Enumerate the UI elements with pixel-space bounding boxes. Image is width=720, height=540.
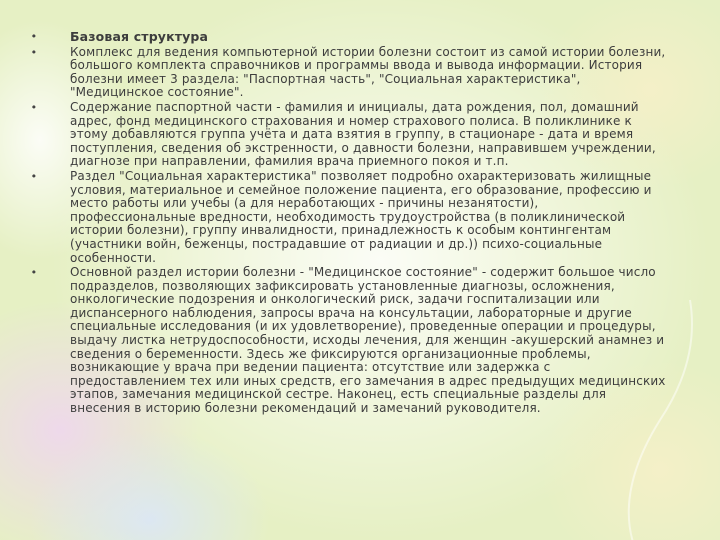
bullet-icon: •: [30, 45, 38, 59]
paragraph-medical: Основной раздел истории болезни - "Медицинское состояние" - содержит большое число подразделов, позволяющих зафиксировать установленные диагнозы, осложнения, онкологические подозрения и онкологический риск, задачи госпитализации или диспансерного наблюдения, запросы врача на консультации, лабораторные и другие специальные исследования (и их удовлетворение), проведенные операции и процедуры, выдачу листка нетрудоспособности, исходы лечения, для женщин -акушерский анамнез и сведения о беременности. Здесь же фиксируются организационные проблемы, возникающие у врача при ведении пациента: отсутствие или задержка с предоставлением тех или иных средств, его замечания в адрес предыдущих медицинских этапов, замечания медицинской сестре. Наконец, есть специальные разделы для внесения в историю болезни рекомендаций и замечаний руководителя.: [70, 265, 666, 416]
list-item: [28, 170, 668, 265]
list-item: [28, 101, 668, 169]
paragraph-passport: Содержание паспортной части - фамилия и инициалы, дата рождения, пол, домашний адрес, фонд медицинского страхования и номер страхового полиса. В поликлинике к этому добавляются группа учёта и дата взятия в группу, в стационаре - дата и время поступления, сведения об экстренности, о давности болезни, направившем учреждении, диагнозе при направлении, фамилия врача приемного покоя и т.п.: [70, 99, 656, 169]
list-item: [28, 46, 668, 100]
bullet-icon: •: [30, 30, 38, 43]
slide-content: [28, 30, 668, 416]
paragraph-overview: Комплекс для ведения компьютерной истории болезни состоит из самой истории болезни, большого комплекта справочников и программы ввода и вывода информации. История болезни имеет 3 раздела: "Паспортная часть", "Социальная характеристика", "Медицинское состояние".: [70, 44, 666, 100]
paragraph-social: Раздел "Социальная характеристика" позволяет подробно охарактеризовать жилищные условия, материальное и семейное положение пациента, его образование, профессию и место работы или учебы (а для неработающих - причины незанятости), профессиональные вредности, необходимость трудоустройства (в поликлинической истории болезни), группу инвалидности, принадлежность к особым контингентам (участники войн, беженцы, пострадавшие от радиации и др.)) психо-социальные особенности.: [70, 168, 652, 265]
list-item: [28, 266, 668, 416]
bullet-icon: •: [30, 266, 38, 280]
bullet-icon: •: [30, 169, 38, 183]
list-item: [28, 30, 668, 45]
slide-heading: Базовая структура: [70, 29, 209, 44]
bullet-list: [28, 30, 668, 416]
bullet-icon: •: [30, 100, 38, 114]
